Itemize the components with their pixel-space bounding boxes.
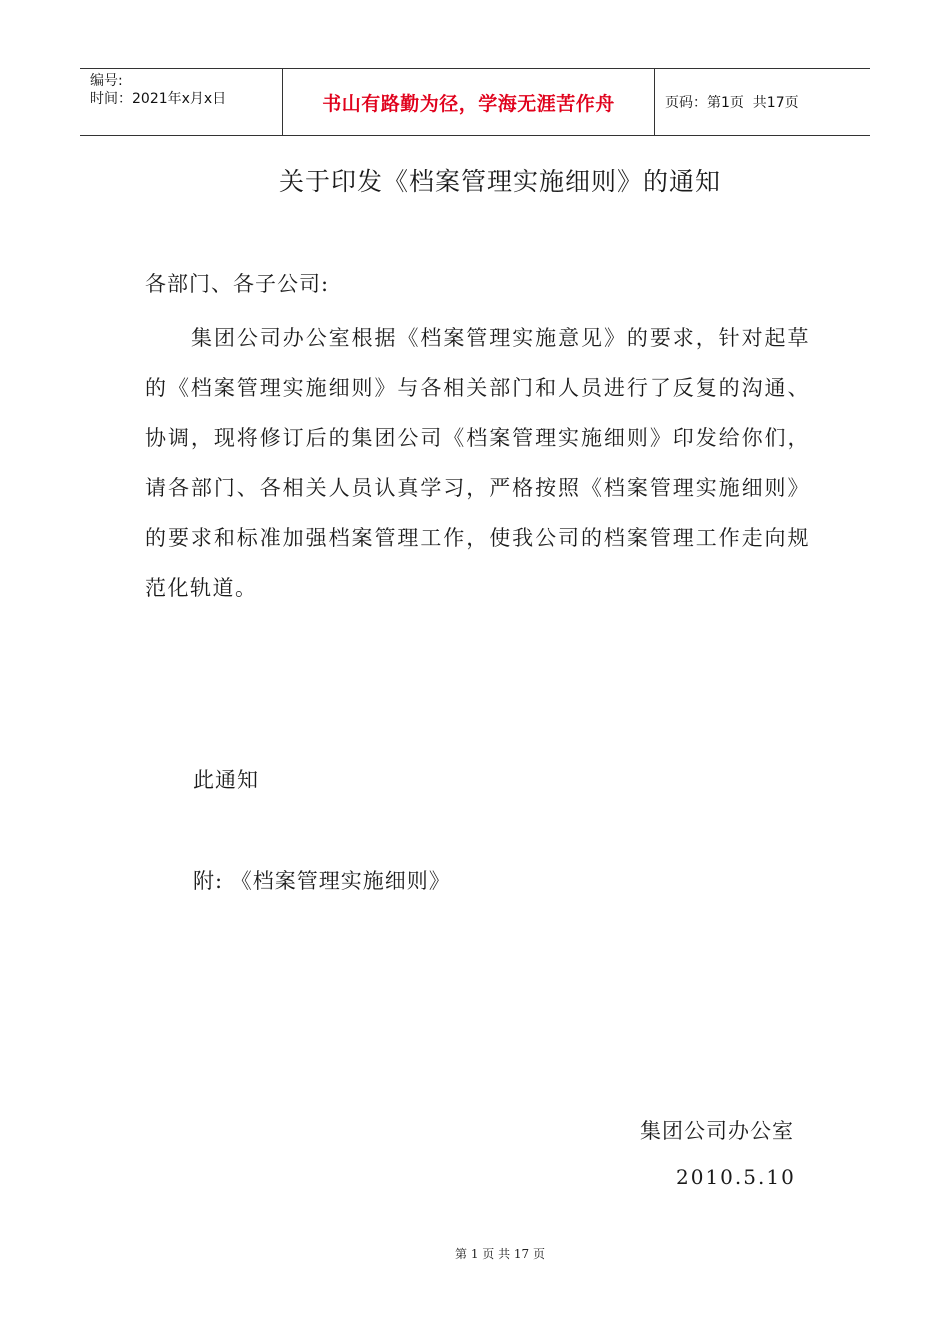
number-label: 编号:: [90, 73, 123, 89]
header-motto: 书山有路勤为径，学海无涯苦作舟: [282, 69, 655, 135]
time-label: 时间：2021年x月x日: [90, 91, 227, 107]
header-meta: [80, 69, 282, 135]
salutation: 各部门、各子公司:: [145, 272, 330, 296]
document-date: 2010.5.10: [676, 1165, 796, 1189]
document-title: 关于印发《档案管理实施细则》的通知: [278, 167, 721, 196]
attachment-line: 附: 《档案管理实施细则》: [193, 869, 451, 893]
body-paragraph: 集团公司办公室根据《档案管理实施意见》的要求，针对起草的《档案管理实施细则》与各相关部门和人员进行了反复的沟通、协调，现将修订后的集团公司《档案管理实施细则》印发给你们，请各部门、各相关人员认真学习，严格按照《档案管理实施细则》的要求和标准加强档案管理工作，使我公司的档案管理工作走向规范化轨道。: [145, 326, 810, 600]
header-page-info: 页码：第1页 共17页: [665, 95, 799, 111]
signer: 集团公司办公室: [640, 1119, 794, 1143]
document-header: [80, 68, 870, 136]
closing-text: 此通知: [193, 768, 259, 792]
page-footer: 第 1 页 共 17 页: [455, 1247, 545, 1261]
